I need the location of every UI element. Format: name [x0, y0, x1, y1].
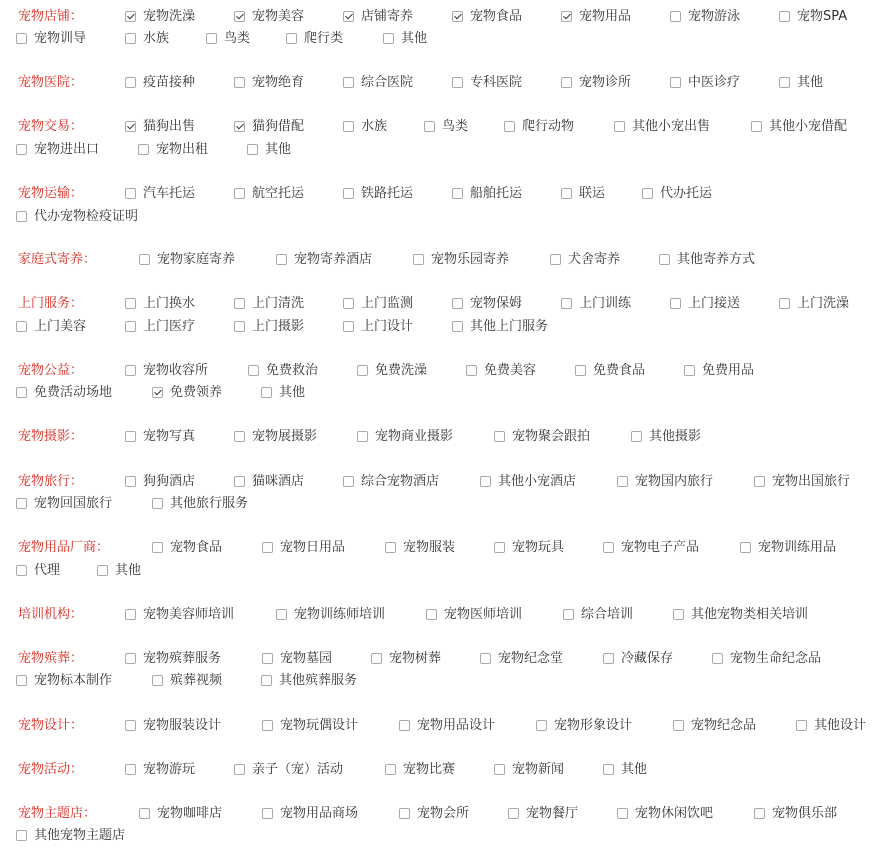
option-label: 水族: [361, 119, 388, 134]
checkbox-unchecked[interactable]: [561, 77, 572, 88]
checkbox-unchecked[interactable]: [399, 808, 410, 819]
option-label: 宠物会所: [417, 806, 470, 821]
option-label: 上门监测: [361, 296, 414, 311]
option-label: 宠物殡葬服务: [143, 651, 222, 666]
checkbox-unchecked[interactable]: [125, 33, 136, 44]
checkbox-unchecked[interactable]: [751, 121, 762, 132]
option-label: 宠物食品: [170, 540, 223, 555]
option-label: 鸟类: [442, 119, 469, 134]
checkbox-unchecked[interactable]: [152, 675, 163, 686]
checkbox-unchecked[interactable]: [125, 321, 136, 332]
option-label: 宠物出国旅行: [772, 474, 851, 489]
checkbox-unchecked[interactable]: [16, 565, 27, 576]
option-label: 宠物游玩: [143, 762, 196, 777]
checkbox-unchecked[interactable]: [16, 321, 27, 332]
checkbox-unchecked[interactable]: [466, 365, 477, 376]
checkbox-unchecked[interactable]: [617, 808, 628, 819]
option-label: 上门训练: [579, 296, 632, 311]
checkbox-checked[interactable]: [125, 121, 136, 132]
checkbox-unchecked[interactable]: [125, 764, 136, 775]
checkbox-unchecked[interactable]: [426, 609, 437, 620]
checkbox-unchecked[interactable]: [614, 121, 625, 132]
checkbox-unchecked[interactable]: [575, 365, 586, 376]
option-label: 上门设计: [361, 319, 414, 334]
category-label: 宠物摄影：: [18, 429, 84, 444]
option-label: 狗狗酒店: [143, 474, 196, 489]
checkbox-checked[interactable]: [234, 11, 245, 22]
option-label: 宠物训导: [34, 31, 87, 46]
checkbox-unchecked[interactable]: [563, 609, 574, 620]
category-label: 宠物运输：: [18, 186, 84, 201]
option-label: 其他: [797, 75, 824, 90]
checkbox-unchecked[interactable]: [343, 298, 354, 309]
checkbox-unchecked[interactable]: [659, 254, 670, 265]
option-label: 疫苗接种: [143, 75, 196, 90]
option-label: 免费美容: [484, 363, 537, 378]
checkbox-unchecked[interactable]: [631, 431, 642, 442]
option-label: 代理: [34, 563, 61, 578]
option-label: 其他: [265, 142, 292, 157]
option-label: 代办托运: [660, 186, 713, 201]
option-label: 宠物用品商场: [280, 806, 359, 821]
option-label: 免费食品: [593, 363, 646, 378]
checkbox-checked[interactable]: [343, 11, 354, 22]
option-label: 宠物纪念堂: [498, 651, 564, 666]
checkbox-unchecked[interactable]: [248, 365, 259, 376]
checkbox-unchecked[interactable]: [754, 808, 765, 819]
checkbox-unchecked[interactable]: [424, 121, 435, 132]
option-label: 殡葬视频: [170, 673, 223, 688]
checkbox-unchecked[interactable]: [139, 808, 150, 819]
checkbox-unchecked[interactable]: [286, 33, 297, 44]
checkbox-unchecked[interactable]: [261, 675, 272, 686]
checkbox-unchecked[interactable]: [494, 542, 505, 553]
option-label: 鸟类: [224, 31, 251, 46]
option-label: 店铺寄养: [361, 9, 414, 24]
checkbox-unchecked[interactable]: [139, 254, 150, 265]
option-label: 其他宠物主题店: [34, 828, 126, 843]
checkbox-unchecked[interactable]: [796, 720, 807, 731]
option-label: 宠物用品设计: [417, 718, 496, 733]
category-label: 家庭式寄养：: [18, 252, 97, 267]
category-label: 培训机构：: [18, 607, 84, 622]
checkbox-unchecked[interactable]: [247, 144, 258, 155]
category-label: 宠物用品厂商：: [18, 540, 110, 555]
checkbox-unchecked[interactable]: [494, 431, 505, 442]
checkbox-unchecked[interactable]: [617, 476, 628, 487]
option-label: 水族: [143, 31, 170, 46]
checkbox-unchecked[interactable]: [234, 431, 245, 442]
option-label: 其他: [115, 563, 142, 578]
option-label: 宠物回国旅行: [34, 496, 113, 511]
option-label: 宠物用品: [579, 9, 632, 24]
option-label: 综合医院: [361, 75, 414, 90]
checkbox-unchecked[interactable]: [276, 254, 287, 265]
checkbox-unchecked[interactable]: [399, 720, 410, 731]
checkbox-unchecked[interactable]: [740, 542, 751, 553]
option-label: 宠物进出口: [34, 142, 100, 157]
option-label: 宠物展摄影: [252, 429, 318, 444]
category-label: 宠物店铺：: [18, 9, 84, 24]
checkbox-unchecked[interactable]: [343, 476, 354, 487]
category-label: 宠物公益：: [18, 363, 84, 378]
checkbox-unchecked[interactable]: [262, 720, 273, 731]
checkbox-unchecked[interactable]: [670, 11, 681, 22]
checkbox-unchecked[interactable]: [16, 144, 27, 155]
category-label: 宠物活动：: [18, 762, 84, 777]
option-label: 其他上门服务: [470, 319, 549, 334]
checkbox-unchecked[interactable]: [125, 476, 136, 487]
checkbox-unchecked[interactable]: [561, 188, 572, 199]
checkbox-unchecked[interactable]: [16, 830, 27, 841]
option-label: 宠物新闻: [512, 762, 565, 777]
checkbox-unchecked[interactable]: [670, 77, 681, 88]
checkbox-unchecked[interactable]: [343, 77, 354, 88]
option-label: 专科医院: [470, 75, 523, 90]
checkbox-unchecked[interactable]: [536, 720, 547, 731]
checkbox-checked[interactable]: [561, 11, 572, 22]
option-label: 宠物餐厅: [526, 806, 579, 821]
checkbox-unchecked[interactable]: [343, 321, 354, 332]
option-label: 上门洗澡: [797, 296, 850, 311]
option-label: 其他: [401, 31, 428, 46]
checkbox-unchecked[interactable]: [452, 77, 463, 88]
option-label: 宠物乐园寄养: [431, 252, 510, 267]
option-label: 猫狗出售: [143, 119, 196, 134]
option-label: 联运: [579, 186, 606, 201]
checkbox-unchecked[interactable]: [97, 565, 108, 576]
checkbox-unchecked[interactable]: [16, 387, 27, 398]
checkbox-unchecked[interactable]: [234, 764, 245, 775]
checkbox-unchecked[interactable]: [343, 121, 354, 132]
option-label: 宠物医师培训: [444, 607, 523, 622]
option-label: 宠物日用品: [280, 540, 346, 555]
checkbox-unchecked[interactable]: [234, 321, 245, 332]
checkbox-unchecked[interactable]: [138, 144, 149, 155]
checkbox-unchecked[interactable]: [673, 609, 684, 620]
checkbox-checked[interactable]: [152, 387, 163, 398]
checkbox-unchecked[interactable]: [125, 365, 136, 376]
option-label: 宠物墓园: [280, 651, 333, 666]
option-label: 爬行动物: [522, 119, 575, 134]
option-label: 宠物玩具: [512, 540, 565, 555]
option-label: 宠物诊所: [579, 75, 632, 90]
checkbox-unchecked[interactable]: [206, 33, 217, 44]
option-label: 宠物生命纪念品: [730, 651, 822, 666]
checkbox-unchecked[interactable]: [234, 476, 245, 487]
checkbox-unchecked[interactable]: [452, 321, 463, 332]
option-label: 宠物咖啡店: [157, 806, 223, 821]
option-label: 宠物服装设计: [143, 718, 222, 733]
option-label: 宠物出租: [156, 142, 209, 157]
option-label: 上门换水: [143, 296, 196, 311]
option-label: 免费用品: [702, 363, 755, 378]
checkbox-unchecked[interactable]: [16, 498, 27, 509]
option-label: 犬舍寄养: [568, 252, 621, 267]
option-label: 宠物寄养酒店: [294, 252, 373, 267]
option-label: 宠物训练用品: [758, 540, 837, 555]
option-label: 其他旅行服务: [170, 496, 249, 511]
option-label: 上门美容: [34, 319, 87, 334]
option-label: 宠物家庭寄养: [157, 252, 236, 267]
checkbox-unchecked[interactable]: [684, 365, 695, 376]
category-label: 上门服务：: [18, 296, 84, 311]
checkbox-unchecked[interactable]: [494, 764, 505, 775]
checkbox-unchecked[interactable]: [779, 11, 790, 22]
option-label: 宠物写真: [143, 429, 196, 444]
option-label: 宠物收容所: [143, 363, 209, 378]
option-label: 上门接送: [688, 296, 741, 311]
option-label: 其他: [621, 762, 648, 777]
checkbox-unchecked[interactable]: [262, 542, 273, 553]
option-label: 上门清洗: [252, 296, 305, 311]
checkbox-unchecked[interactable]: [779, 77, 790, 88]
option-label: 免费领养: [170, 385, 223, 400]
option-label: 中医诊疗: [688, 75, 741, 90]
checkbox-unchecked[interactable]: [504, 121, 515, 132]
option-label: 爬行类: [304, 31, 344, 46]
option-label: 宠物纪念品: [691, 718, 757, 733]
option-label: 船舶托运: [470, 186, 523, 201]
checkbox-unchecked[interactable]: [125, 720, 136, 731]
category-label: 宠物旅行：: [18, 474, 84, 489]
option-label: 其他摄影: [649, 429, 702, 444]
checkbox-unchecked[interactable]: [262, 653, 273, 664]
option-label: 猫狗借配: [252, 119, 305, 134]
checkbox-unchecked[interactable]: [152, 542, 163, 553]
category-label: 宠物主题店：: [18, 806, 97, 821]
option-label: 其他: [279, 385, 306, 400]
option-label: 宠物国内旅行: [635, 474, 714, 489]
option-label: 宠物商业摄影: [375, 429, 454, 444]
option-label: 航空托运: [252, 186, 305, 201]
checkbox-unchecked[interactable]: [642, 188, 653, 199]
checkbox-unchecked[interactable]: [261, 387, 272, 398]
checkbox-unchecked[interactable]: [16, 675, 27, 686]
option-label: 免费洗澡: [375, 363, 428, 378]
option-label: 综合培训: [581, 607, 634, 622]
option-label: 其他小宠酒店: [498, 474, 577, 489]
option-label: 宠物SPA: [797, 9, 848, 24]
checkbox-unchecked[interactable]: [480, 476, 491, 487]
option-label: 冷藏保存: [621, 651, 674, 666]
option-label: 上门医疗: [143, 319, 196, 334]
checkbox-unchecked[interactable]: [452, 298, 463, 309]
checkbox-checked[interactable]: [234, 121, 245, 132]
checkbox-unchecked[interactable]: [125, 77, 136, 88]
checkbox-unchecked[interactable]: [670, 298, 681, 309]
option-label: 免费救治: [266, 363, 319, 378]
checkbox-unchecked[interactable]: [712, 653, 723, 664]
option-label: 其他小宠借配: [769, 119, 848, 134]
checkbox-unchecked[interactable]: [125, 653, 136, 664]
checkbox-unchecked[interactable]: [357, 365, 368, 376]
option-label: 宠物美容师培训: [143, 607, 235, 622]
option-label: 宠物电子产品: [621, 540, 700, 555]
option-label: 汽车托运: [143, 186, 196, 201]
option-label: 综合宠物酒店: [361, 474, 440, 489]
checkbox-unchecked[interactable]: [452, 188, 463, 199]
option-label: 宠物休闲饮吧: [635, 806, 714, 821]
option-label: 宠物形象设计: [554, 718, 633, 733]
option-label: 上门摄影: [252, 319, 305, 334]
checkbox-unchecked[interactable]: [413, 254, 424, 265]
option-label: 宠物绝育: [252, 75, 305, 90]
checkbox-unchecked[interactable]: [234, 188, 245, 199]
checkbox-unchecked[interactable]: [550, 254, 561, 265]
category-label: 宠物医院：: [18, 75, 84, 90]
checkbox-unchecked[interactable]: [603, 764, 614, 775]
category-label: 宠物交易：: [18, 119, 84, 134]
option-label: 宠物游泳: [688, 9, 741, 24]
checkbox-unchecked[interactable]: [561, 298, 572, 309]
option-label: 宠物标本制作: [34, 673, 113, 688]
checkbox-unchecked[interactable]: [357, 431, 368, 442]
checkbox-unchecked[interactable]: [385, 764, 396, 775]
option-label: 宠物玩偶设计: [280, 718, 359, 733]
checkbox-unchecked[interactable]: [16, 33, 27, 44]
checkbox-unchecked[interactable]: [125, 609, 136, 620]
option-label: 其他宠物类相关培训: [691, 607, 809, 622]
option-label: 宠物聚会跟拍: [512, 429, 591, 444]
option-label: 其他设计: [814, 718, 867, 733]
option-label: 宠物服装: [403, 540, 456, 555]
option-label: 宠物美容: [252, 9, 305, 24]
checkbox-unchecked[interactable]: [779, 298, 790, 309]
checkbox-unchecked[interactable]: [371, 653, 382, 664]
checkbox-unchecked[interactable]: [125, 431, 136, 442]
checkbox-unchecked[interactable]: [343, 188, 354, 199]
checkbox-unchecked[interactable]: [754, 476, 765, 487]
checkbox-unchecked[interactable]: [385, 542, 396, 553]
checkbox-unchecked[interactable]: [603, 542, 614, 553]
option-label: 免费活动场地: [34, 385, 113, 400]
checkbox-unchecked[interactable]: [480, 653, 491, 664]
checkbox-unchecked[interactable]: [508, 808, 519, 819]
option-label: 其他寄养方式: [677, 252, 756, 267]
option-label: 猫咪酒店: [252, 474, 305, 489]
option-label: 宠物比赛: [403, 762, 456, 777]
checkbox-unchecked[interactable]: [16, 211, 27, 222]
checkbox-unchecked[interactable]: [673, 720, 684, 731]
option-label: 其他小宠出售: [632, 119, 711, 134]
option-label: 宠物洗澡: [143, 9, 196, 24]
checkbox-unchecked[interactable]: [383, 33, 394, 44]
checkbox-unchecked[interactable]: [125, 298, 136, 309]
checkbox-unchecked[interactable]: [234, 298, 245, 309]
checkbox-unchecked[interactable]: [125, 188, 136, 199]
option-label: 宠物训练师培训: [294, 607, 386, 622]
checkbox-checked[interactable]: [452, 11, 463, 22]
category-label: 宠物殡葬：: [18, 651, 84, 666]
checkbox-unchecked[interactable]: [603, 653, 614, 664]
option-label: 宠物保姆: [470, 296, 523, 311]
checkbox-unchecked[interactable]: [234, 77, 245, 88]
option-label: 亲子（宠）活动: [252, 762, 344, 777]
option-label: 其他殡葬服务: [279, 673, 358, 688]
category-label: 宠物设计：: [18, 718, 84, 733]
checkbox-unchecked[interactable]: [262, 808, 273, 819]
option-label: 代办宠物检疫证明: [34, 209, 139, 224]
checkbox-checked[interactable]: [125, 11, 136, 22]
option-label: 宠物食品: [470, 9, 523, 24]
checkbox-unchecked[interactable]: [152, 498, 163, 509]
option-label: 铁路托运: [361, 186, 414, 201]
checkbox-unchecked[interactable]: [276, 609, 287, 620]
option-label: 宠物俱乐部: [772, 806, 838, 821]
option-label: 宠物树葬: [389, 651, 442, 666]
